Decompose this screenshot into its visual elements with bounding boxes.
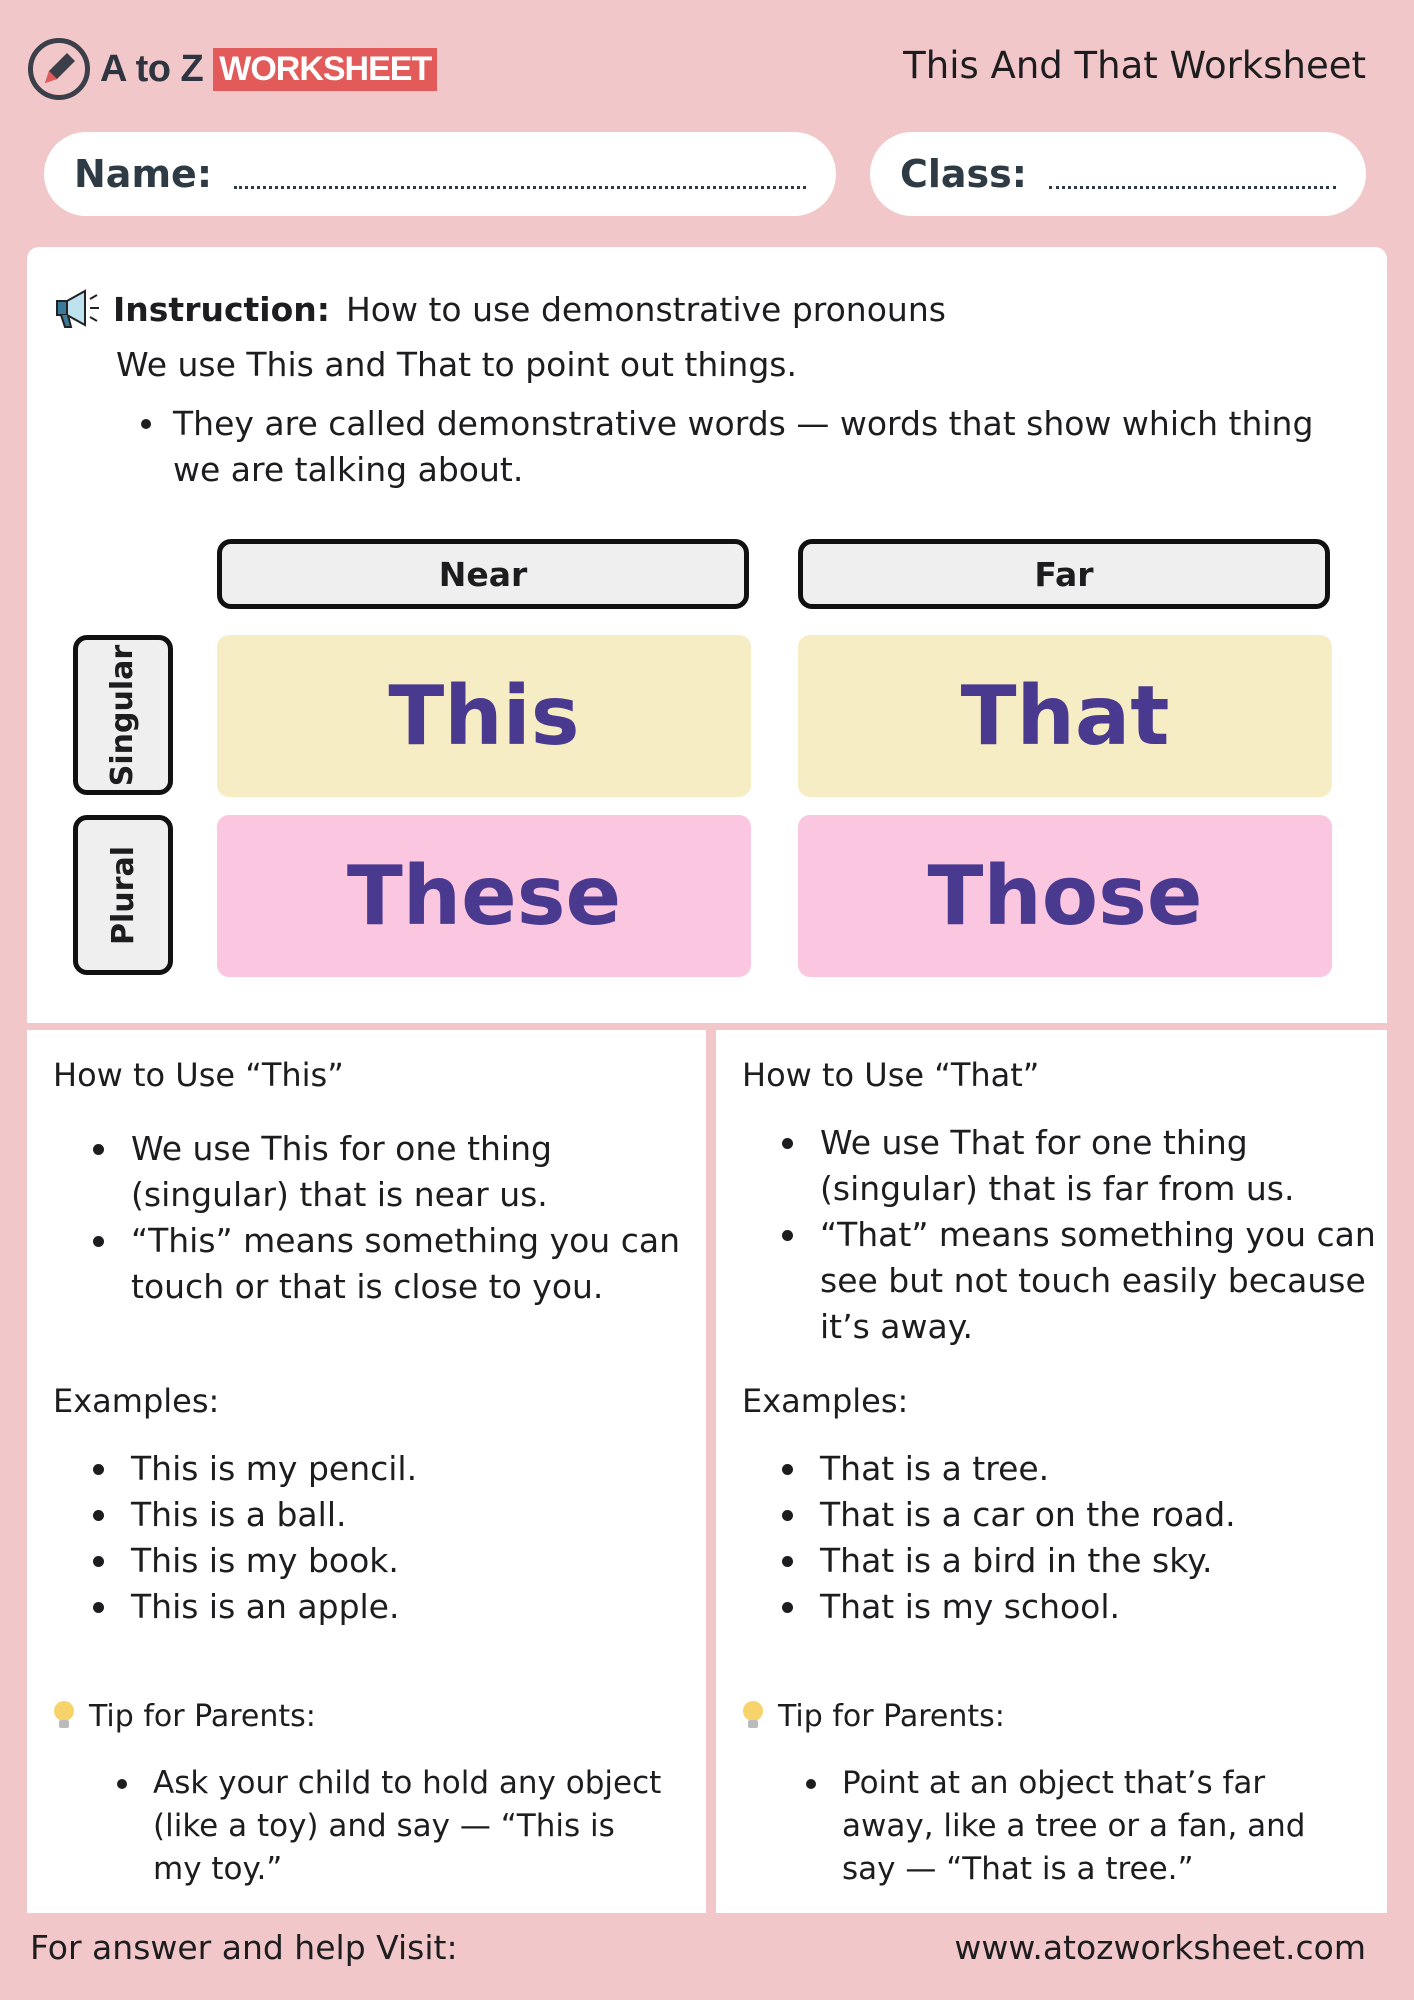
megaphone-icon bbox=[53, 287, 101, 331]
page-title: This And That Worksheet bbox=[903, 44, 1366, 87]
that-heading: How to Use “That” bbox=[742, 1056, 1040, 1094]
lightbulb-icon bbox=[738, 1698, 768, 1734]
footer-help-text: For answer and help Visit: bbox=[30, 1928, 458, 1967]
this-panel bbox=[27, 1030, 706, 1913]
instruction-text: How to use demonstrative pronouns bbox=[345, 289, 946, 329]
list-item: That is a car on the road. bbox=[742, 1492, 1382, 1538]
column-header-far: Far bbox=[798, 539, 1330, 609]
list-item: This is my pencil. bbox=[53, 1446, 693, 1492]
column-header-near: Near bbox=[217, 539, 749, 609]
cell-those: Those bbox=[798, 815, 1332, 977]
instruction-row bbox=[53, 287, 946, 331]
class-label: Class: bbox=[900, 152, 1027, 196]
row-label-singular bbox=[73, 635, 173, 795]
list-item: That is a bird in the sky. bbox=[742, 1538, 1382, 1584]
that-uses-list bbox=[742, 1120, 1382, 1350]
that-tip-list bbox=[742, 1762, 1362, 1891]
list-item: We use That for one thing (singular) that is far from us. bbox=[742, 1120, 1382, 1212]
list-item: Ask your child to hold any object (like a toy) and say — “This is my toy.” bbox=[53, 1762, 673, 1891]
cell-that: That bbox=[798, 635, 1332, 797]
this-examples-list bbox=[53, 1446, 693, 1630]
this-examples-heading: Examples: bbox=[53, 1382, 220, 1420]
name-field[interactable] bbox=[44, 132, 836, 216]
that-tip-row bbox=[738, 1698, 1005, 1734]
instruction-bullet: They are called demonstrative words — words that show which thing we are talking about. bbox=[137, 401, 1337, 493]
cell-this: This bbox=[217, 635, 751, 797]
instruction-panel bbox=[27, 247, 1387, 1023]
row-label-plural bbox=[73, 815, 173, 975]
cell-these: These bbox=[217, 815, 751, 977]
logo-text: A to Z bbox=[100, 47, 204, 90]
instruction-label: Instruction: bbox=[113, 289, 330, 329]
logo-worksheet-badge: WORKSHEET bbox=[213, 48, 437, 91]
this-tip-label: Tip for Parents: bbox=[89, 1698, 316, 1734]
lightbulb-icon bbox=[49, 1698, 79, 1734]
that-panel bbox=[716, 1030, 1387, 1913]
list-item: This is an apple. bbox=[53, 1584, 693, 1630]
that-tip-label: Tip for Parents: bbox=[778, 1698, 1005, 1734]
instruction-line: We use This and That to point out things. bbox=[116, 345, 797, 384]
class-line[interactable] bbox=[1049, 186, 1336, 189]
row-label-singular-text: Singular bbox=[105, 644, 141, 786]
that-examples-list bbox=[742, 1446, 1382, 1630]
this-tip-row bbox=[49, 1698, 316, 1734]
list-item: We use This for one thing (singular) that is near us. bbox=[53, 1126, 693, 1218]
this-heading: How to Use “This” bbox=[53, 1056, 344, 1094]
that-examples-heading: Examples: bbox=[742, 1382, 909, 1420]
list-item: That is my school. bbox=[742, 1584, 1382, 1630]
list-item: That is a tree. bbox=[742, 1446, 1382, 1492]
this-tip-list bbox=[53, 1762, 673, 1891]
list-item: This is a ball. bbox=[53, 1492, 693, 1538]
name-label: Name: bbox=[74, 152, 213, 196]
list-item: This is my book. bbox=[53, 1538, 693, 1584]
site-logo bbox=[28, 36, 437, 102]
this-uses-list bbox=[53, 1126, 693, 1310]
list-item: “That” means something you can see but not touch easily because it’s away. bbox=[742, 1212, 1382, 1350]
list-item: “This” means something you can touch or that is close to you. bbox=[53, 1218, 693, 1310]
footer-website-link[interactable]: www.atozworksheet.com bbox=[954, 1928, 1366, 1967]
pencil-logo-icon bbox=[28, 38, 90, 100]
name-line[interactable] bbox=[234, 186, 806, 189]
row-label-plural-text: Plural bbox=[105, 845, 141, 945]
list-item: Point at an object that’s far away, like a tree or a fan, and say — “That is a tree.” bbox=[742, 1762, 1362, 1891]
class-field[interactable] bbox=[870, 132, 1366, 216]
